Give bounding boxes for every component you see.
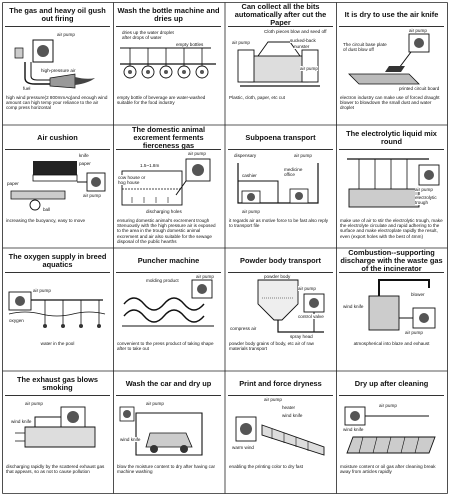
label-heater: heater [282, 405, 296, 410]
label-knife: knife [79, 153, 89, 158]
cell-caption: powder body grains of body, etc air of raw materials transport [229, 341, 314, 352]
cell-caption: moisture content or oil gas after cleaning break away from articles rapidly [340, 464, 436, 475]
label-ball: ball [43, 207, 51, 212]
divider [339, 26, 444, 27]
cell-title: Puncher machine [137, 256, 200, 265]
diagram-incinerator [339, 274, 444, 340]
label-wind-knife: wind knife [120, 437, 141, 442]
cell-caption: water in the pool [40, 341, 75, 346]
label-air-pump: air pump [83, 193, 101, 198]
cell-paper-bits [225, 2, 336, 125]
label-cloth-pieces: Cloth pieces blow and seed off [264, 29, 327, 34]
diagram-puncher [116, 274, 221, 340]
cell-gas-oil-firing [2, 2, 113, 125]
divider [228, 272, 333, 273]
label-air-pump: air pump [33, 288, 51, 293]
label-sucked-back: sucked-back [290, 38, 316, 43]
cell-caption: convenient to the press product of taking shape after to take out [117, 341, 214, 352]
divider [5, 26, 110, 27]
label-high-pressure-air: high-pressure air [41, 68, 76, 73]
label-dries-water: dries up the water droplet after drops of water [122, 30, 177, 40]
label-air-pump: air pump [294, 153, 312, 158]
label-wind-knife: wind knife [343, 427, 364, 432]
divider [228, 149, 333, 150]
label-printed-circuit-board: printed circuit board [399, 86, 440, 91]
label-discharging-holes: discharging holes [146, 209, 182, 214]
divider [116, 272, 221, 273]
divider [339, 272, 444, 273]
diagram-circuit-board [339, 28, 444, 94]
diagram-bottle-line [116, 28, 221, 94]
cell-print-dryness [225, 371, 336, 494]
label-wind-knife: wind knife [282, 413, 303, 418]
divider [116, 149, 221, 150]
label-compress-air: compress air [230, 326, 257, 331]
cell-caption: atmospherical into blaze and exhaust [353, 341, 430, 346]
cell-exhaust-smoking [2, 371, 113, 494]
label-air-pump: air pump [379, 403, 397, 408]
label-air-pump: air pump [409, 28, 427, 33]
cell-caption: high wind pressure(2 800mmAq)and enough wind amount can high temp your reliance to the air comp press horizontal [6, 95, 108, 111]
cell-caption: Plastic, cloth, paper, etc cut [229, 95, 285, 100]
cell-title: Can collect all the bits automatically after cut the Paper [234, 2, 327, 27]
cell-title: Dry up after cleaning [354, 379, 429, 388]
cell-powder-transport [225, 248, 336, 371]
label-air-pump: air pump [196, 274, 214, 279]
diagram-cleaning-dryer [339, 397, 444, 463]
divider [116, 395, 221, 396]
cell-car-wash [113, 371, 224, 494]
label-cashier: cashier [242, 173, 257, 178]
label-air-pump-2: air pump [242, 209, 260, 214]
diagram-gas-burner [5, 28, 110, 94]
label-air-pump-2: air pump [300, 66, 318, 71]
diagram-car-dryer [116, 397, 221, 463]
cell-title: Print and force dryness [239, 379, 322, 388]
label-nunster: nunster [294, 44, 310, 49]
label-air-pump: air pump [188, 151, 206, 156]
label-air-pump: air pump [405, 330, 423, 335]
cell-caption: increasing the buoyancy, easy to move [6, 218, 86, 223]
cell-title: Air cushion [37, 133, 78, 142]
cell-caption: blow the moisture content to dry after having car machine washing [117, 464, 216, 475]
label-blower: blower [411, 292, 425, 297]
label-circuit-base: The circuit base plate of dust blow off [343, 42, 391, 52]
diagram-paper-cutter [228, 28, 333, 94]
cell-bottle-wash [113, 2, 224, 125]
cell-title: Wash the car and dry up [125, 379, 212, 388]
cell-title: Subpoena transport [245, 133, 316, 142]
label-air-pump: air pump [415, 187, 433, 192]
cell-title: The domestic animal excrement ferments fierceness gas [131, 125, 206, 150]
label-air-pump: air pump [57, 32, 75, 37]
cell-title: The electrolytic liquid mix round [346, 129, 437, 146]
cell-air-cushion [2, 125, 113, 248]
cell-caption: electron industry can make use of forced draught blower to blowdown the small dust and water droplet [340, 95, 440, 111]
cell-caption: it regards air as motive force to be fast also reply to transport file [229, 218, 329, 229]
diagram-electrolytic-trough [339, 151, 444, 217]
divider [228, 26, 333, 27]
label-air-pump: air pump [25, 401, 43, 406]
label-wind-knife: wind knife [11, 419, 32, 424]
label-wind-knife: wind knife [343, 304, 364, 309]
cell-caption: enabling the printing color to dry fast [229, 464, 304, 469]
cell-caption: ensuring domestic animal's excrement trough Stenuously with the high pressure air is exposed to the area in the trough domestic animal excrement and air also suitable for the sewage disposal of the public hearths [117, 218, 216, 244]
label-air-pump: air pump [146, 401, 164, 406]
diagram-exhaust-blow [5, 397, 110, 463]
cell-caption: empty bottle of beverage are water-washed suitable for the food industry [117, 95, 206, 106]
cell-title: Wash the bottle machine and dries up [117, 6, 220, 23]
cell-title: Powder body transport [240, 256, 321, 265]
label-medicine-office: medicine office [284, 167, 314, 177]
cell-excrement-ferment [113, 125, 224, 248]
cell-dry-after-cleaning [336, 371, 447, 494]
label-paper-2: paper [7, 181, 19, 186]
divider [339, 395, 444, 396]
label-powder-body: powder body [264, 274, 291, 279]
diagram-powder-hopper [228, 274, 333, 340]
label-air-pump: air pump [232, 40, 250, 45]
label-paper: paper [79, 161, 91, 166]
diagram-aquatic-pool [5, 274, 110, 340]
cell-puncher-machine [113, 248, 224, 371]
divider [339, 149, 444, 150]
application-grid [2, 2, 448, 494]
label-warm-wind: warm wind [232, 445, 254, 450]
label-electrolytic-trough: electrolytic trough [415, 195, 441, 205]
label-dispensary: dispensary [234, 153, 257, 158]
diagram-pneumatic-tube [228, 151, 333, 217]
label-control-valve: control valve [298, 314, 324, 319]
label-depth: 1.5~1.8m [140, 163, 160, 168]
cell-title: It is dry to use the air knife [344, 10, 439, 19]
label-fuel: fuel [23, 86, 31, 91]
cell-title: The oxygen supply in breed aquatics [8, 252, 107, 269]
cell-title: The gas and heavy oil gush out firing [9, 6, 106, 23]
label-air-pump: air pump [298, 286, 316, 291]
label-cow-house: cow house or hog house [118, 175, 148, 185]
label-molding-product: molding product [146, 278, 179, 283]
cell-title: Combustion--supporting discharge with the waste gas of the incinerator [340, 248, 443, 273]
divider [116, 26, 221, 27]
cell-electrolytic-mix [336, 125, 447, 248]
diagram-excrement-trough [116, 151, 221, 217]
diagram-print-dryer [228, 397, 333, 463]
cell-air-knife-dry [336, 2, 447, 125]
divider [5, 149, 110, 150]
diagram-air-cushion [5, 151, 110, 217]
cell-oxygen-aquatics [2, 248, 113, 371]
cell-incinerator [336, 248, 447, 371]
divider [228, 395, 333, 396]
cell-caption: make use of air to stir the electrolytic trough, make the electrolyte circulate and rapid adhering to the surface and make electroplate rapidly the result, even (export holes with the best of 4mm) [340, 218, 443, 239]
label-spray-head: spray head [290, 334, 313, 339]
divider [5, 272, 110, 273]
cell-subpoena-transport [225, 125, 336, 248]
label-air-pump: air pump [264, 397, 282, 402]
cell-caption: discharging rapidly by the scattered exhaust gas that appears, so as not to cause pollution [6, 464, 105, 475]
label-oxygen: oxygen [9, 318, 24, 323]
label-empty-bottles: empty bottles [176, 42, 204, 47]
cell-title: The exhaust gas blows smoking [17, 375, 98, 392]
divider [5, 395, 110, 396]
